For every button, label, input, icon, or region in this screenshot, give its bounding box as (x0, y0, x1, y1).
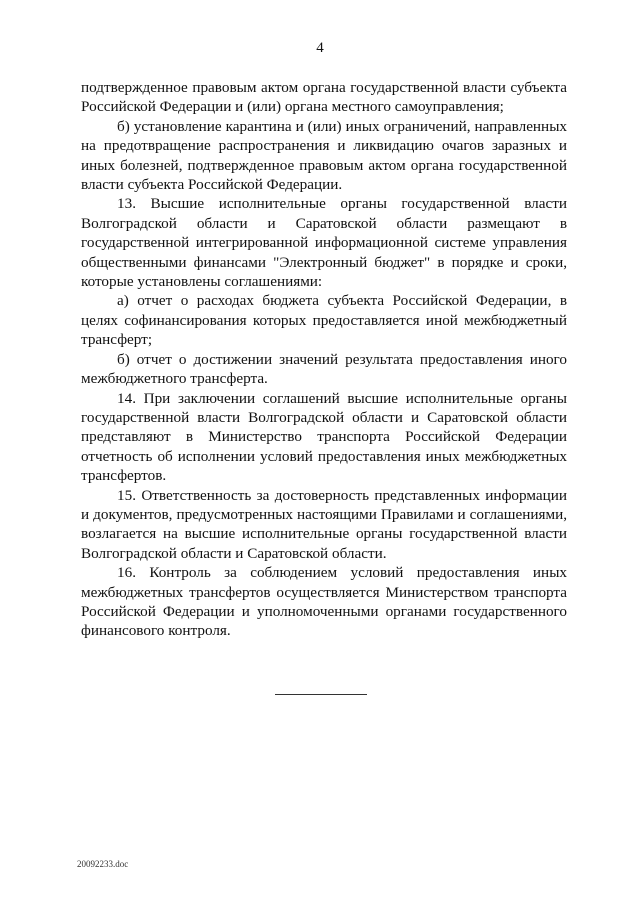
paragraph-14: 14. При заключении соглашений высшие исполнительные органы государственной власти Волгоградской области и Саратовской области представляют в Министерство транспорта Российской Федерации отчетность об исполнении условий предоставления иных межбюджетных трансфертов. (81, 389, 567, 485)
footer-filename: 20092233.doc (77, 859, 129, 869)
paragraph-13: 13. Высшие исполнительные органы государственной власти Волгоградской области и Саратовской области размещают в государственной интегрированной информационной системе управления общественными финансами "Электронный бюджет" в порядке и сроки, которые установлены соглашениями: (81, 195, 567, 291)
paragraph-15: 15. Ответственность за достоверность представленных информации и документов, предусмотренных настоящими Правилами и соглашениями, возлагается на высшие исполнительные органы государственной власти Волгоградской области и Саратовской области. (81, 486, 567, 562)
paragraph-16: 16. Контроль за соблюдением условий предоставления иных межбюджетных трансфертов осуществляется Министерством транспорта Российской Федерации и уполномоченными органами государственного финансового контроля. (81, 564, 567, 640)
paragraph-continuation: подтвержденное правовым актом органа государственной власти субъекта Российской Федерации и (или) органа местного самоуправления; (81, 79, 567, 116)
end-of-document-rule (275, 694, 367, 695)
page-number: 4 (316, 40, 324, 56)
document-body (81, 78, 567, 641)
paragraph-13-item-a: а) отчет о расходах бюджета субъекта Российской Федерации, в целях софинансирования которых предоставляется иной межбюджетный трансферт; (81, 292, 567, 349)
paragraph-13-item-b: б) отчет о достижении значений результата предоставления иного межбюджетного трансферта. (81, 350, 567, 388)
paragraph-item-b-quarantine: б) установление карантина и (или) иных ограничений, направленных на предотвращение распространения и ликвидацию очагов заразных и иных болезней, подтвержденное правовым актом органа государственной власти субъекта Российской Федерации. (81, 117, 567, 194)
